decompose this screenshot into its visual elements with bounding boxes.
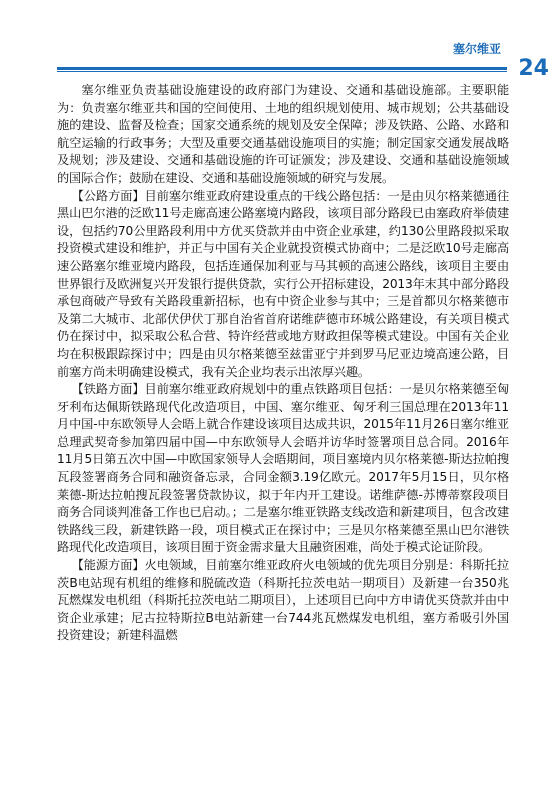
paragraph-energy: 【能源方面】火电领域，目前塞尔维亚政府火电领域的优先项目分别是：科斯托拉茨B电站现有机组的维修和脱硫改造（科斯托拉茨电站一期项目）及新建一台350兆瓦燃煤发电机组（科斯托拉茨电站二期项目），上述项目已向中方申请优买贷款并由中资企业承建；尼古拉特斯拉B电站新建一台744兆瓦燃煤发电机组，塞方希吸引外国投资建设；新建科温燃 bbox=[57, 558, 509, 643]
paragraph-railways: 【铁路方面】目前塞尔维亚政府规划中的重点铁路项目包括：一是贝尔格莱德至匈牙利布达佩斯铁路现代化改造项目，中国、塞尔维亚、匈牙利三国总理在2013年11月中国-中东欧领导人会晤上就合作建设该项目达成共识，2015年11月26日塞尔维亚总理武契奇参加第四届中国—中东欧领导人会晤并访华时签署项目总合同。2016年11月5日第五次中国—中欧国家领导人会晤期间，项目塞境内贝尔格莱德-斯达拉帕搜瓦段签署商务合同和融资备忘录，合同金额3.19亿欧元。2017年5月15日，贝尔格莱德-斯达拉帕搜瓦段签署贷款协议，拟于年内开工建设。诺维萨德-苏博蒂察段项目商务合同谈判准备工作也已启动。；二是塞尔维亚铁路支线改造和新建项目，包含改建铁路线三段，新建铁路一段，项目模式正在探讨中；三是贝尔格莱德至黑山巴尔港铁路现代化改造项目，该项目囿于资金需求量大且融资困难，尚处于模式论证阶段。 bbox=[57, 382, 509, 555]
header-title: 塞尔维亚 bbox=[452, 42, 501, 56]
paragraph-highways: 【公路方面】目前塞尔维亚政府建设重点的干线公路包括：一是由贝尔格莱德通往黑山巴尔港的泛欧11号走廊高速公路塞境内路段，该项目部分路段已由塞政府举债建设，包括约70公里路段利用中方优买贷款并由中资企业承建，约130公里路段拟采取投资模式建设和维护，并正与中国有关企业就投资模式协商中；二是泛欧10号走廊高速公路塞尔维亚境内路段，包括连通保加利亚与马其顿的高速公路线，该项目主要由世界银行及欧洲复兴开发银行提供贷款，实行公开招标建设，2013年末其中部分路段承包商破产导致有关路段重新招标，也有中资企业参与其中；三是首都贝尔格莱德市及第二大城市、北部伏伊伏丁那自治省首府诺维萨德市环城公路建设，有关项目模式仍在探讨中，拟采取公私合营、特许经营或地方财政担保等模式建设。中国有关企业均在积极跟踪探讨中；四是由贝尔格莱德至兹雷亚宁并到罗马尼亚边境高速公路，目前塞方尚未明确建设模式，我有关企业均表示出浓厚兴趣。 bbox=[57, 188, 509, 379]
header-rule bbox=[57, 67, 507, 70]
body-text bbox=[57, 82, 509, 645]
page-number: 24 bbox=[518, 56, 549, 81]
header-rule-thin bbox=[57, 71, 507, 72]
paragraph-intro: 塞尔维亚负责基础设施建设的政府部门为建设、交通和基础设施部。主要职能为：负责塞尔维亚共和国的空间使用、土地的组织规划使用、城市规划；公共基础设施的建设、监督及检查；国家交通系统的规划及安全保障；涉及铁路、公路、水路和航空运输的行政事务；大型及重要交通基础设施项目的实施；制定国家交通发展战略及规划；涉及建设、交通和基础设施的许可证颁发；涉及建设、交通和基础设施领域的国际合作；鼓励在建设、交通和基础设施领域的研究与发展。 bbox=[57, 83, 509, 185]
